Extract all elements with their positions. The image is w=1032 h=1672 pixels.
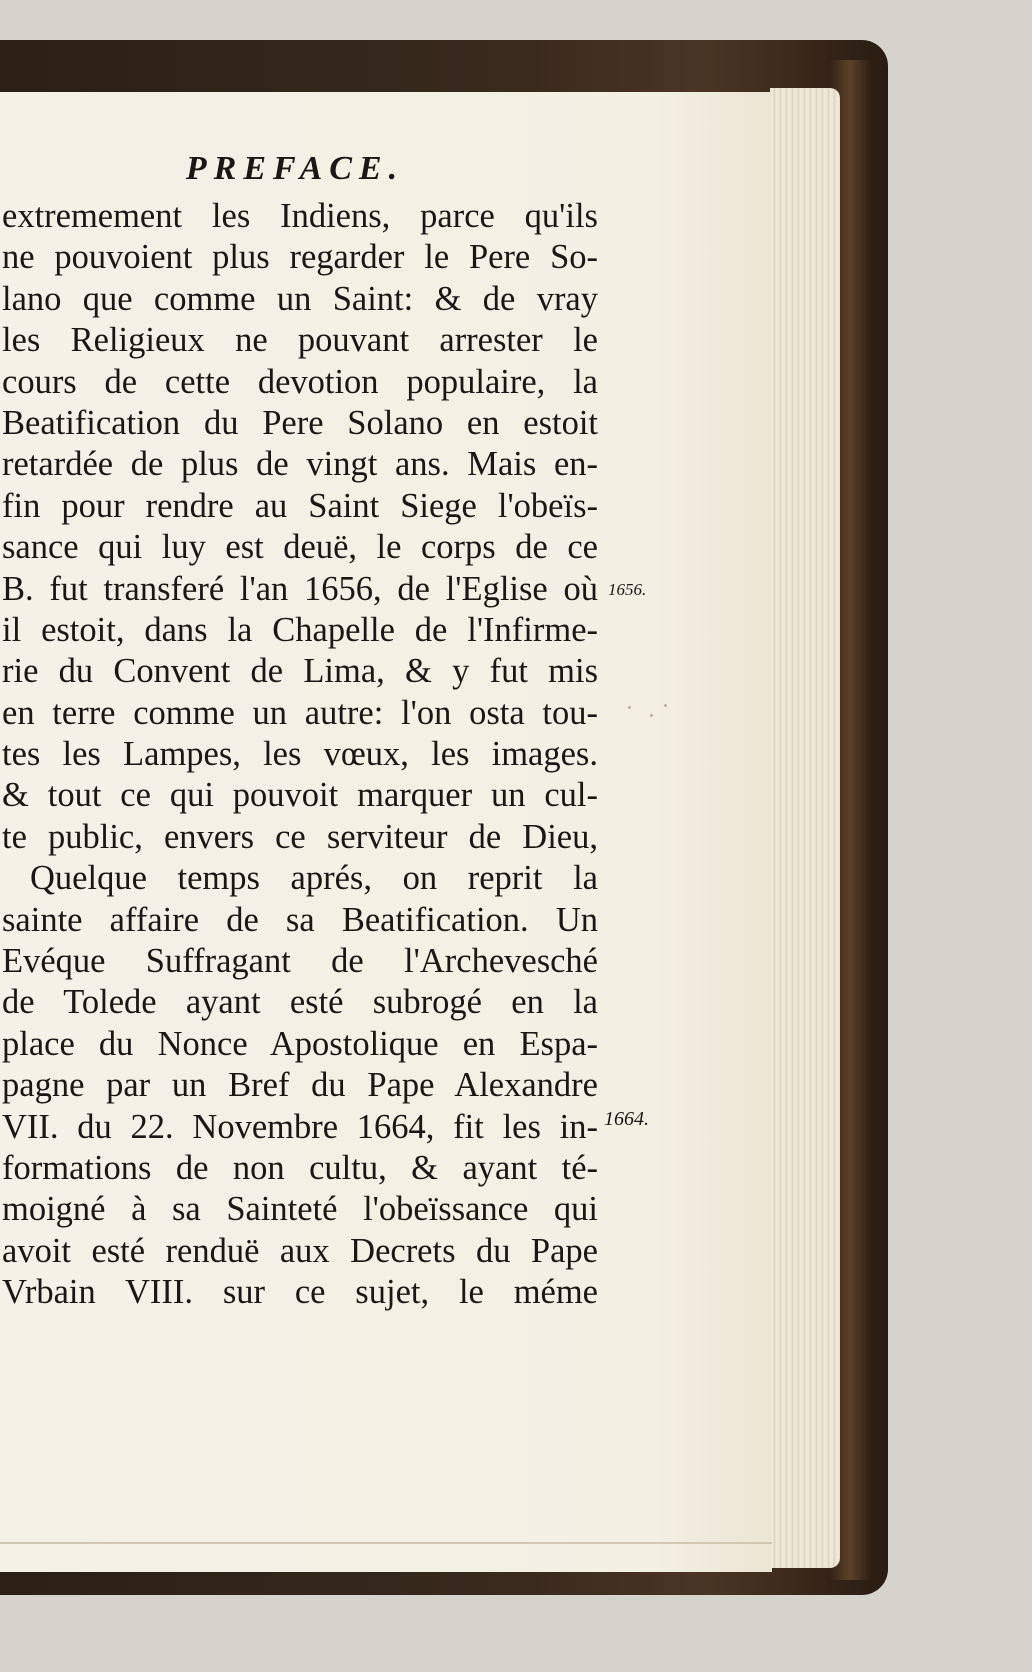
text-line: rie du Convent de Lima, & y fut mis xyxy=(2,652,598,691)
text-line: pagne par un Bref du Pape Alexandre xyxy=(2,1066,598,1105)
text-line: sainte affaire de sa Beatification. Un xyxy=(2,900,598,939)
margin-note-year: 1664. xyxy=(604,1108,649,1130)
margin-note-year: 1656. xyxy=(608,580,647,599)
text-line: sance qui luy est deuë, le corps de ce xyxy=(2,528,598,567)
text-line: VII. du 22. Novembre 1664, fit les in- xyxy=(2,1107,598,1146)
text-line: Vrbain VIII. sur ce sujet, le méme xyxy=(2,1273,598,1312)
text-line: B. fut transferé l'an 1656, de l'Eglise où xyxy=(2,569,598,608)
page-edges xyxy=(770,88,840,1568)
text-line: il estoit, dans la Chapelle de l'Infirme- xyxy=(2,610,598,649)
text-line: les Religieux ne pouvant arrester le xyxy=(2,321,598,360)
text-line: te public, envers ce serviteur de Dieu, xyxy=(2,817,598,856)
text-line: Evéque Suffragant de l'Archevesché xyxy=(2,942,598,981)
paper-specks xyxy=(620,700,680,740)
text-line: ne pouvoient plus regarder le Pere So- xyxy=(2,238,598,277)
page-bottom-edge xyxy=(0,1542,772,1544)
text-line: de Tolede ayant esté subrogé en la xyxy=(2,983,598,1022)
text-line: Beatification du Pere Solano en estoit xyxy=(2,403,598,442)
body-text xyxy=(2,196,598,1314)
text-line: place du Nonce Apostolique en Espa- xyxy=(2,1024,598,1063)
text-line: & tout ce qui pouvoit marquer un cul- xyxy=(2,776,598,815)
running-header: PREFACE. xyxy=(185,150,405,187)
text-line: Quelque temps aprés, on reprit la xyxy=(30,859,598,898)
text-line: fin pour rendre au Saint Siege l'obeïs- xyxy=(2,486,598,525)
text-line: moigné à sa Sainteté l'obeïssance qui xyxy=(2,1190,598,1229)
text-line: retardée de plus de vingt ans. Mais en- xyxy=(2,445,598,484)
text-line: extremement les Indiens, parce qu'ils xyxy=(2,197,598,235)
text-line: avoit esté renduë aux Decrets du Pape xyxy=(2,1231,598,1270)
text-line: cours de cette devotion populaire, la xyxy=(2,362,598,401)
text-line: formations de non cultu, & ayant té- xyxy=(2,1148,598,1187)
text-line: tes les Lampes, les vœux, les images. xyxy=(2,735,598,774)
text-line: en terre comme un autre: l'on osta tou- xyxy=(2,693,598,732)
text-line: lano que comme un Saint: & de vray xyxy=(2,279,598,318)
